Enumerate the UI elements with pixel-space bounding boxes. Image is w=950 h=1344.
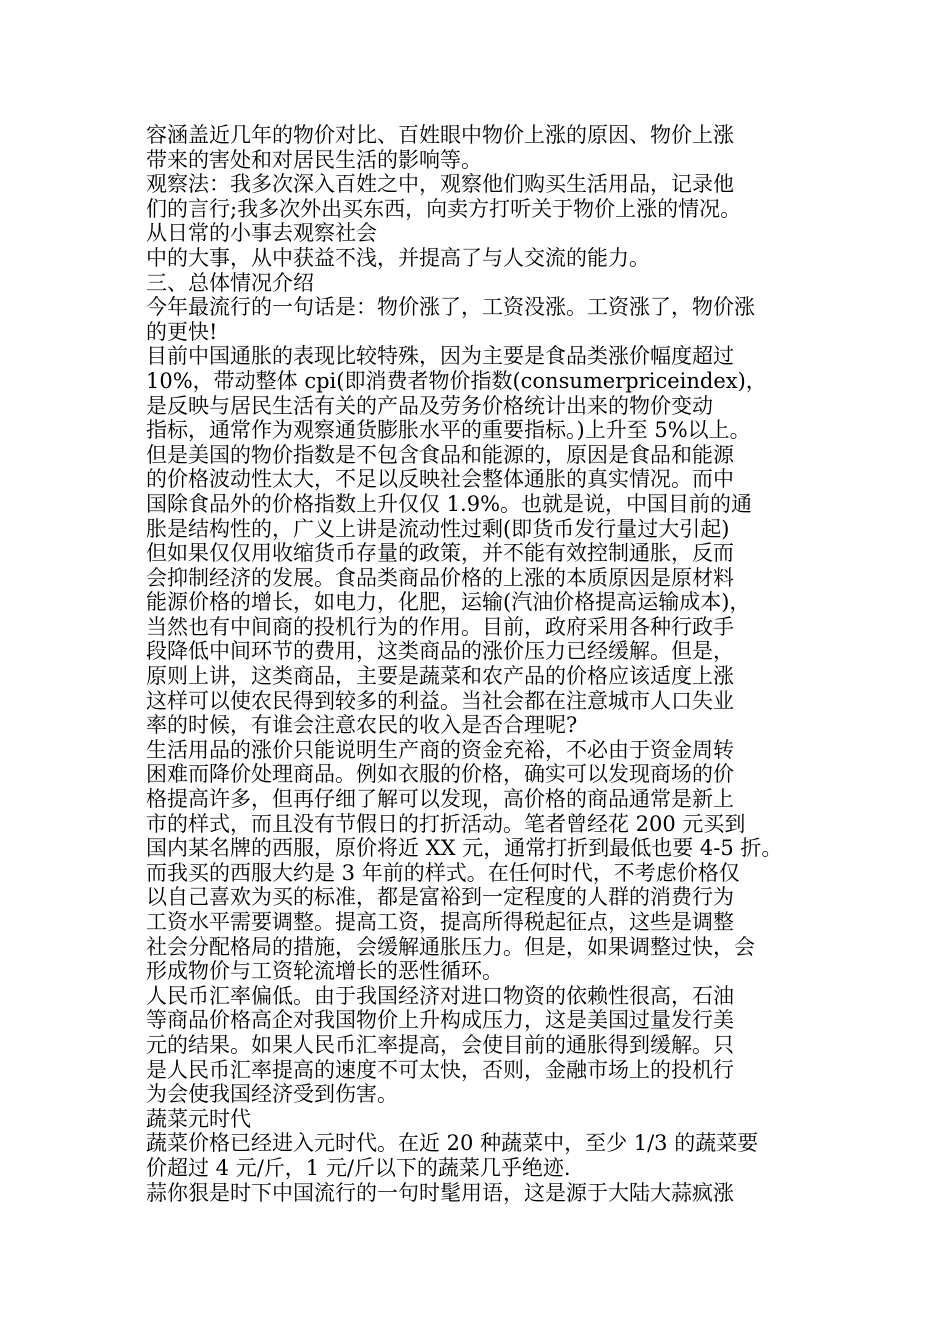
text-line: 的价格波动性太大，不足以反映社会整体通胀的真实情况。而中 xyxy=(146,467,734,492)
text-line: 国除食品外的价格指数上升仅仅 1.9%。也就是说，中国目前的通 xyxy=(146,491,753,516)
text-line: 蔬菜元时代 xyxy=(146,1106,251,1131)
text-line: 格提高许多，但再仔细了解可以发现，高价格的商品通常是新上 xyxy=(146,787,734,812)
text-line: 当然也有中间商的投机行为的作用。目前，政府采用各种行政手 xyxy=(146,614,734,639)
text-line: 10%，带动整体 cpi(即消费者物价指数(consumerpriceindex)， xyxy=(146,368,767,393)
text-line: 困难而降价处理商品。例如衣服的价格，确实可以发现商场的价 xyxy=(146,762,734,787)
text-line: 元的结果。如果人民币汇率提高，会使目前的通胀得到缓解。只 xyxy=(146,1032,734,1057)
text-line: 但是美国的物价指数是不包含食品和能源的，原因是食品和能源 xyxy=(146,442,734,467)
text-line: 胀是结构性的，广义上讲是流动性过剩(即货币发行量过大引起) xyxy=(146,516,730,541)
text-line: 能源价格的增长，如电力，化肥，运输(汽油价格提高运输成本)， xyxy=(146,590,751,615)
text-line: 而我买的西服大约是 3 年前的样式。在任何时代，不考虑价格仅 xyxy=(146,860,740,885)
text-line: 带来的害处和对居民生活的影响等。 xyxy=(146,147,482,172)
text-line: 中的大事，从中获益不浅，并提高了与人交流的能力。 xyxy=(146,245,650,270)
text-line: 率的时候，有谁会注意农民的收入是否合理呢? xyxy=(146,713,578,738)
text-line: 蔬菜价格已经进入元时代。在近 20 种蔬菜中，至少 1/3 的蔬菜要 xyxy=(146,1131,759,1156)
text-line: 指标，通常作为观察通货膨胀水平的重要指标。)上升至 5%以上。 xyxy=(146,418,751,443)
text-line: 是反映与居民生活有关的产品及劳务价格统计出来的物价变动 xyxy=(146,393,713,418)
text-line: 这样可以使农民得到较多的利益。当社会都在注意城市人口失业 xyxy=(146,688,734,713)
text-line: 从日常的小事去观察社会 xyxy=(146,221,377,246)
text-line: 蒜你狠是时下中国流行的一句时髦用语，这是源于大陆大蒜疯涨 xyxy=(146,1180,734,1205)
text-line: 形成物价与工资轮流增长的恶性循环。 xyxy=(146,959,503,984)
text-line: 三、总体情况介绍 xyxy=(146,270,314,295)
text-line: 市的样式，而且没有节假日的打折活动。笔者曾经花 200 元买到 xyxy=(146,811,746,836)
text-line: 国内某名牌的西服，原价将近 XX 元，通常打折到最低也要 4-5 折。 xyxy=(146,836,783,861)
text-line: 生活用品的涨价只能说明生产商的资金充裕，不必由于资金周转 xyxy=(146,737,734,762)
text-line: 社会分配格局的措施，会缓解通胀压力。但是，如果调整过快，会 xyxy=(146,934,755,959)
text-line: 人民币汇率偏低。由于我国经济对进口物资的依赖性很高，石油 xyxy=(146,983,734,1008)
text-line: 但如果仅仅用收缩货币存量的政策，并不能有效控制通胀，反而 xyxy=(146,541,734,566)
text-line: 目前中国通胀的表现比较特殊，因为主要是食品类涨价幅度超过 xyxy=(146,344,734,369)
text-line: 是人民币汇率提高的速度不可太快，否则，金融市场上的投机行 xyxy=(146,1057,734,1082)
text-line: 今年最流行的一句话是：物价涨了，工资没涨。工资涨了，物价涨 xyxy=(146,295,755,320)
text-line: 容涵盖近几年的物价对比、百姓眼中物价上涨的原因、物价上涨 xyxy=(146,123,734,147)
text-line: 原则上讲，这类商品，主要是蔬菜和农产品的价格应该适度上涨 xyxy=(146,664,734,689)
text-line: 观察法：我多次深入百姓之中，观察他们购买生活用品，记录他 xyxy=(146,172,734,197)
text-line: 工资水平需要调整。提高工资，提高所得税起征点，这些是调整 xyxy=(146,910,734,934)
text-line: 为会使我国经济受到伤害。 xyxy=(146,1082,398,1107)
text-line: 以自己喜欢为买的标准，都是富裕到一定程度的人群的消费行为 xyxy=(146,885,734,910)
text-line: 们的言行;我多次外出买东西，向卖方打听关于物价上涨的情况。 xyxy=(146,196,742,221)
text-line: 会抑制经济的发展。食品类商品价格的上涨的本质原因是原材料 xyxy=(146,565,734,590)
document-body xyxy=(146,123,836,1205)
text-line: 段降低中间环节的费用，这类商品的涨价压力已经缓解。但是， xyxy=(146,639,734,664)
text-line: 价超过 4 元/斤，1 元/斤以下的蔬菜几乎绝迹. xyxy=(146,1155,571,1180)
text-line: 等商品价格高企对我国物价上升构成压力，这是美国过量发行美 xyxy=(146,1008,734,1033)
text-line: 的更快! xyxy=(146,319,218,344)
